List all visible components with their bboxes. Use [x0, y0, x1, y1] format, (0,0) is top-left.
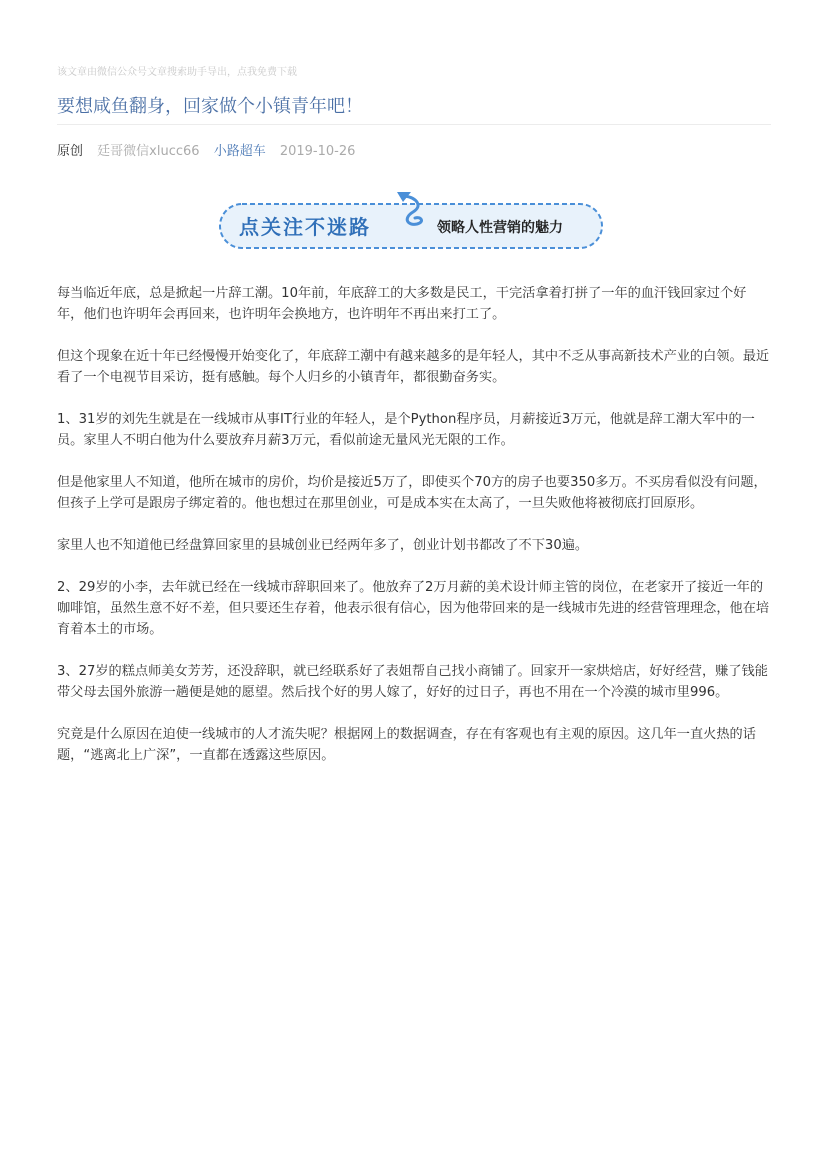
article-body	[57, 283, 771, 787]
paragraph: 究竟是什么原因在迫使一线城市的人才流失呢？根据网上的数据调查，存在有客观也有主观的原因。这几年一直火热的话题，“逃离北上广深”，一直都在透露这些原因。	[57, 727, 756, 763]
title-divider	[57, 124, 771, 125]
author-name: 廷哥微信xlucc66	[97, 144, 200, 159]
paragraph: 家里人也不知道他已经盘算回家里的县城创业已经两年多了，创业计划书都改了不下30遍。	[57, 538, 589, 553]
original-badge: 原创	[57, 144, 84, 159]
export-notice-link[interactable]: 该文章由微信公众号文章搜索助手导出，点我免费下载	[57, 67, 297, 78]
paragraph: 1、31岁的刘先生就是在一线城市从事IT行业的年轻人，是个Python程序员，月薪接近3万元，他就是辞工潮大军中的一员。家里人不明白他为什么要放弃月薪3万元，看似前途无量风光无限的工作。	[57, 412, 755, 448]
banner-left-text: 点关注不迷路	[239, 215, 371, 239]
banner-right-text: 领略人性营销的魅力	[437, 220, 563, 236]
account-link[interactable]: 小路超车	[213, 144, 266, 159]
publish-date: 2019-10-26	[279, 144, 356, 159]
paragraph: 每当临近年底，总是掀起一片辞工潮。10年前，年底辞工的大多数是民工，干完活拿着打拼了一年的血汗钱回家过个好年，他们也许明年会再回来，也许明年会换地方，也许明年不再出来打工了。	[57, 286, 747, 322]
follow-banner	[217, 186, 607, 252]
article-meta	[57, 140, 365, 159]
paragraph: 但这个现象在近十年已经慢慢开始变化了，年底辞工潮中有越来越多的是年轻人，其中不乏从事高新技术产业的白领。最近看了一个电视节目采访，挺有感触。每个人归乡的小镇青年，都很勤奋务实。	[57, 349, 770, 385]
paragraph: 2、29岁的小李，去年就已经在一线城市辞职回来了。他放弃了2万月薪的美术设计师主管的岗位，在老家开了接近一年的咖啡馆，虽然生意不好不差，但只要还生存着，他表示很有信心，因为他带回来的是一线城市先进的经营管理理念，他在培育着本土的市场。	[57, 580, 770, 637]
paragraph: 但是他家里人不知道，他所在城市的房价，均价是接近5万了，即使买个70方的房子也要350多万。不买房看似没有问题，但孩子上学可是跟房子绑定着的。他也想过在那里创业，可是成本实在太高了，一旦失败他将被彻底打回原形。	[57, 475, 767, 511]
paragraph: 3、27岁的糕点师美女芳芳，还没辞职，就已经联系好了表姐帮自己找小商铺了。回家开一家烘焙店，好好经营，赚了钱能带父母去国外旅游一趟便是她的愿望。然后找个好的男人嫁了，好好的过日子，再也不用在一个冷漠的城市里996。	[57, 664, 768, 700]
article-title: 要想咸鱼翻身，回家做个小镇青年吧！	[57, 96, 363, 117]
